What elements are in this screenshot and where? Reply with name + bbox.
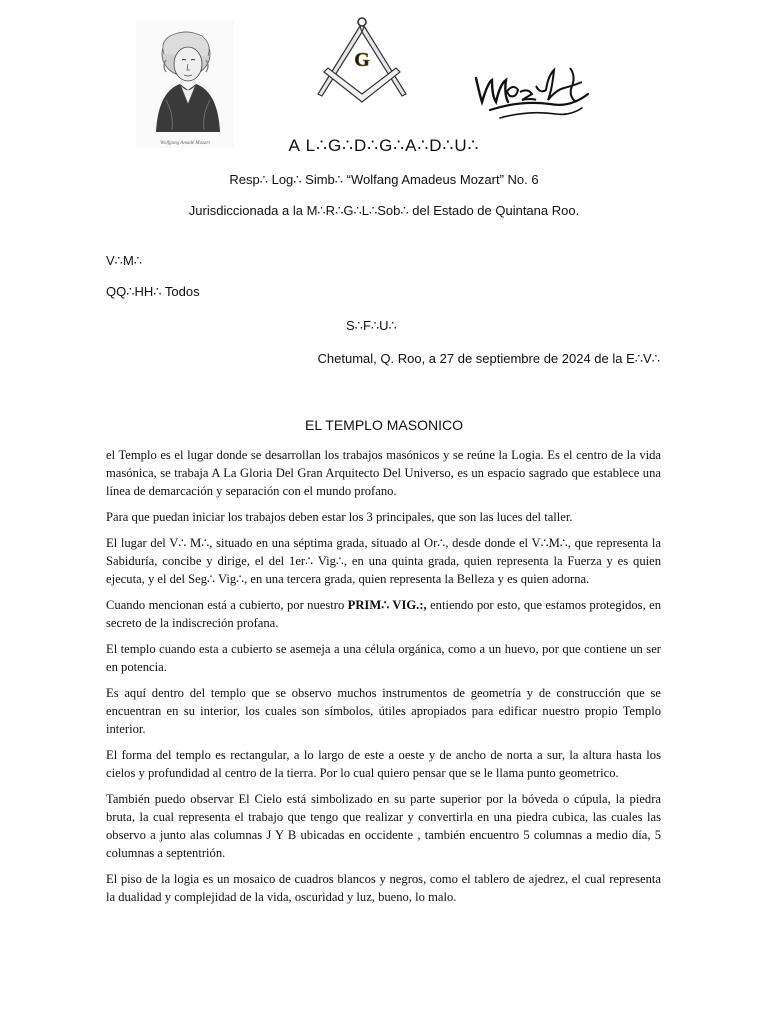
venerable-master-salutation: V∴M∴ bbox=[106, 253, 143, 268]
paragraph-2: Para que puedan iniciar los trabajos deben estar los 3 principales, que son las luces del taller. bbox=[106, 510, 573, 524]
paragraph-4-bold: PRIM∴ VIG.:, bbox=[347, 598, 427, 612]
paragraph-8: También puedo observar El Cielo está simbolizado en su parte superior por la bóveda o cúpula, la piedra bruta, la cual representa el trabajo que tengo que realizar y convertirla en una piedra cubica, las cuales las observo a junto alas columnas J Y B ubicadas en occidente , también encuentro 5 columnas a medio día, 5 columnas a septentrión. bbox=[106, 792, 661, 860]
place-and-date: Chetumal, Q. Roo, a 27 de septiembre de 2024 de la E∴V∴ bbox=[317, 351, 660, 366]
square-and-compasses-icon bbox=[310, 16, 414, 104]
paragraph-6: Es aquí dentro del templo que se observo muchos instrumentos de geometría y de construcción que se encuentran en su interior, los cuales son símbolos, útiles apropiados para edificar nuestro propio Templo interior. bbox=[106, 686, 661, 736]
fraternal-greeting: S∴F∴U∴ bbox=[346, 318, 397, 333]
paragraph-1: el Templo es el lugar donde se desarrollan los trabajos masónicos y se reúne la Logia. Es el centro de la vida masónica, se trabaja A La Gloria Del Gran Arquitecto Del Universo, es un espacio sagrado que establece una línea de demarcación y separación con el mundo profano. bbox=[106, 448, 661, 498]
paragraph-5: El templo cuando esta a cubierto se asemeja a una célula orgánica, como a un huevo, por que contiene un ser en potencia. bbox=[106, 642, 661, 674]
brothers-salutation: QQ∴HH∴ Todos bbox=[106, 284, 200, 299]
paragraph-4-end: entiendo por esto, que estamos protegidos, en secreto de la indiscreción profana. bbox=[106, 598, 661, 630]
mozart-signature-image bbox=[470, 56, 594, 128]
portrait-caption: Wolfgang Amadé Mozart bbox=[160, 141, 210, 146]
lodge-name-line: Resp∴ Log∴ Simb∴ “Wolfang Amadeus Mozart” No. 6 bbox=[229, 172, 539, 187]
emblem-letter-g: G bbox=[354, 49, 370, 71]
mozart-portrait-image bbox=[136, 20, 234, 148]
paragraph-4-start: Cuando mencionan está a cubierto, por nuestro bbox=[106, 598, 348, 612]
jurisdiction-line: Jurisdiccionada a la M∴R∴G∴L∴Sob∴ del Estado de Quintana Roo. bbox=[188, 203, 580, 218]
masonic-motto: A L∴G∴D∴G∴A∴D∴U∴ bbox=[288, 136, 480, 155]
document-title: EL TEMPLO MASONICO bbox=[305, 417, 463, 433]
document-body bbox=[106, 446, 661, 914]
paragraph-3: El lugar del V∴ M∴, situado en una séptima grada, situado al Or∴, desde donde el V∴M∴, que representa la Sabiduría, concibe y dirige, el del 1er∴ Vig∴, en una quinta grada, quien representa la Fuerza y es quien ejecuta, y el del Seg∴ Vig∴, en una tercera grada, quien representa la Belleza y es quien adorna. bbox=[106, 536, 661, 586]
paragraph-4 bbox=[106, 596, 661, 632]
paragraph-9: El piso de la logia es un mosaico de cuadros blancos y negros, como el tablero de ajedrez, el cual representa la dualidad y complejidad de la vida, oscuridad y luz, bueno, lo malo. bbox=[106, 872, 661, 904]
paragraph-7: El forma del templo es rectangular, a lo largo de este a oeste y de ancho de norta a sur, la altura hasta los cielos y profundidad al centro de la tierra. Por lo cual quiero pensar que se le llama punto geometrico. bbox=[106, 748, 661, 780]
